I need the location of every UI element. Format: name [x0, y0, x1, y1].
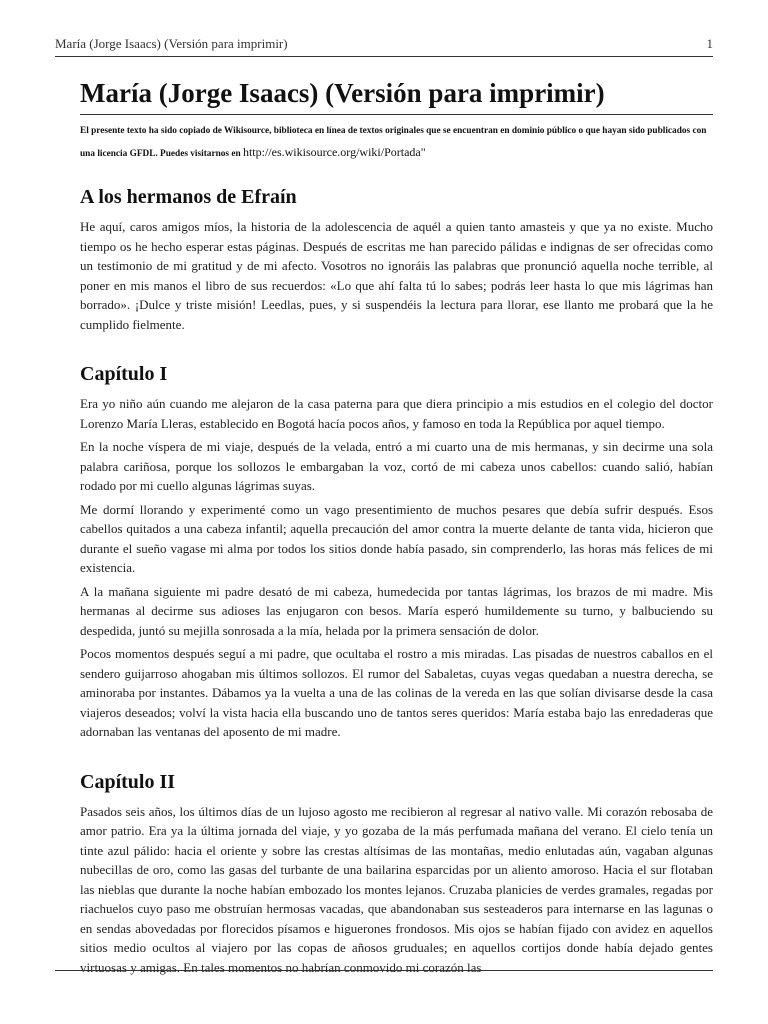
page-number: 1	[706, 36, 713, 51]
paragraph: Era yo niño aún cuando me alejaron de la casa paterna para que diera principio a mis estudios en el colegio del doctor Lorenzo María Lleras, establecido en Bogotá hacía pocos años, y famoso en toda la República por aquel tiempo.	[80, 396, 713, 431]
document-title: María (Jorge Isaacs) (Versión para imprimir)	[80, 76, 713, 115]
paragraph: Pocos momentos después seguí a mi padre, que ocultaba el rostro a mis miradas. Las pisadas de nuestros caballos en el sendero guijarroso ahogaban mis últimos sollozos. El rumor del Sabaletas, cuyas vegas quedaban a nuestra derecha, se aminoraba por instantes. Dábamos ya la vuelta a una de las colinas de la vereda en las que solían divisarse desde la casa viajeros deseados; volví la vista hacia ella buscando uno de tantos seres queridos: María estaba bajo las enredaderas que adornaban las ventanas del aposento de mi madre.	[80, 646, 713, 739]
running-title: María (Jorge Isaacs) (Versión para imprimir)	[55, 36, 288, 51]
paragraph: He aquí, caros amigos míos, la historia de la adolescencia de aquél a quien tanto amasteis y que ya no existe. Mucho tiempo os he hecho esperar estas páginas. Después de escritas me han parecido pálidas e indignas de ser ofrecidas como un testimonio de mi gratitud y de mi afecto. Vosotros no ignoráis las palabras que pronunció aquella noche terrible, al poner en mis manos el libro de sus recuerdos: «Lo que ahí falta tú lo sabes; podrás leer hasta lo que mis lágrimas han borrado». ¡Dulce y triste misión! Leedlas, pues, y si suspendéis la lectura para llorar, ese llanto me probará que la he cumplido fielmente.	[80, 219, 713, 332]
paragraph: A la mañana siguiente mi padre desató de mi cabeza, humedecida por tantas lágrimas, los brazos de mi madre. Mis hermanas al decirme sus adioses las enjugaron con besos. María esperó humildemente su turno, y balbuciendo su despedida, juntó su mejilla sonrosada a la mía, helada por la primera sensación de dolor.	[80, 583, 713, 638]
paragraph: En la noche víspera de mi viaje, después de la velada, entró a mi cuarto una de mis hermanas, y sin decirme una sola palabra cariñosa, porque los sollozos le embargaban la voz, cortó de mi cabeza unos cabellos: cuando salió, habían rodado por mi cuello algunas lágrimas suyas.	[80, 439, 713, 493]
source-notice	[80, 121, 713, 165]
document-body	[80, 70, 713, 981]
footer-rule	[55, 970, 713, 971]
wikisource-link[interactable]: http://es.wikisource.org/wiki/Portada"	[242, 145, 426, 159]
section-heading-dedication: A los hermanos de Efraín	[80, 186, 297, 208]
section-heading-chapter-2: Capítulo II	[80, 770, 176, 793]
page-header	[55, 36, 713, 57]
section-heading-chapter-1: Capítulo I	[80, 363, 168, 385]
source-notice-text: El presente texto ha sido copiado de Wikisource, biblioteca en línea de textos originales que se encuentran en dominio público o que hayan sido publicados con una licencia GFDL. Puedes visitarnos en	[80, 126, 707, 159]
paragraph: Me dormí llorando y experimenté como un vago presentimiento de muchos pesares que debía sufrir después. Esos cabellos quitados a una cabeza infantil; aquella precaución del amor contra la muerte delante de tanta vida, hicieron que durante el sueño vagase mi alma por todos los sitios donde había pasado, sin comprenderlo, las horas más felices de mi existencia.	[80, 501, 713, 575]
paragraph: Pasados seis años, los últimos días de un lujoso agosto me recibieron al regresar al nativo valle. Mi corazón rebosaba de amor patrio. Era ya la última jornada del viaje, y yo gozaba de la más perfumada mañana del verano. El cielo tenía un tinte azul pálido: hacia el oriente y sobre las crestas altísimas de las montañas, medio enlutadas aún, vagaban algunas nubecillas de oro, como las gasas del turbante de una bailarina esparcidas por un aliento amoroso. Hacia el sur flotaban las nieblas que durante la noche habían embozado los montes lejanos. Cruzaba planicies de verdes gramales, regadas por riachuelos cuyo paso me obstruían hermosas vacadas, que abandonaban sus sesteaderos para internarse en las lagunas o en sendas abovedadas por florecidos písamos e higuerones frondosos. Mis ojos se habían fijado con avidez en aquellos sitios medio ocultos al viajero por las copas de añosos gruduales; en aquellos cortijos donde había dejado gentes virtuosas y amigas. En tales momentos no habrían conmovido mi corazón las	[80, 803, 713, 975]
